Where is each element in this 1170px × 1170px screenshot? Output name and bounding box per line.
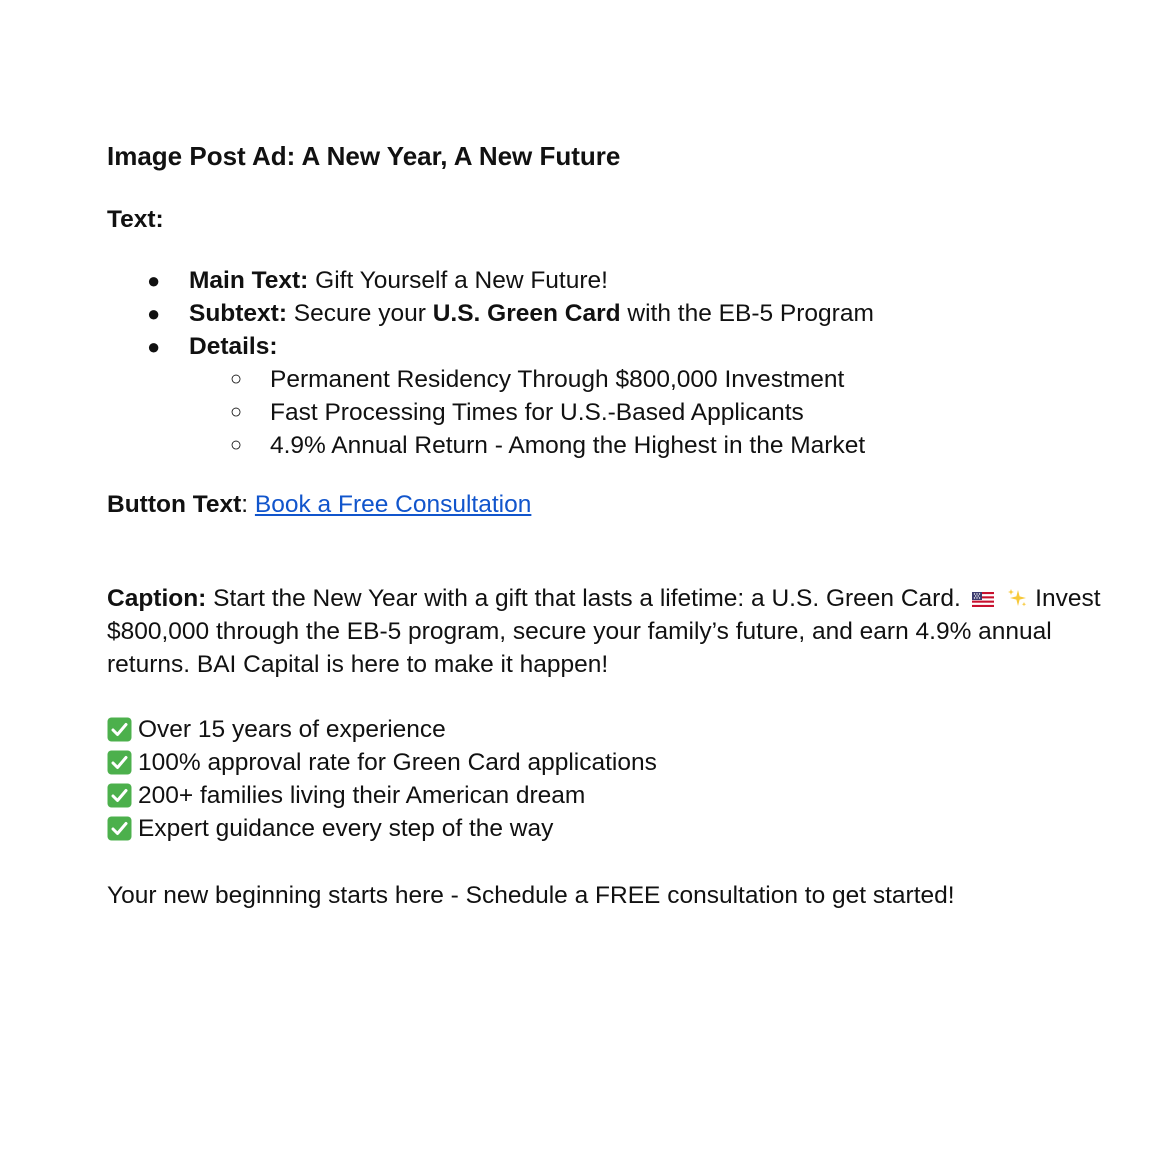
- sub-bullet-ring: ○: [230, 401, 243, 423]
- detail-text: Fast Processing Times for U.S.-Based Applicants: [270, 399, 804, 426]
- check-mark-button-icon: [107, 750, 132, 775]
- sub-bullet-ring: ○: [230, 434, 243, 456]
- check-item: [107, 746, 1147, 779]
- caption-text: Invest: [1028, 585, 1101, 612]
- sub-bullet-ring: ○: [230, 368, 243, 390]
- check-mark-button-icon: [107, 816, 132, 841]
- sub-bullet-detail: [107, 396, 1147, 429]
- button-text-label: Button Text: [107, 491, 242, 518]
- check-item-text: Expert guidance every step of the way: [138, 815, 554, 842]
- bullet-dot: ●: [147, 334, 161, 359]
- check-item-text: 100% approval rate for Green Card applications: [138, 749, 657, 776]
- bullet-value: Secure your: [287, 300, 433, 327]
- check-mark-button-icon: [107, 717, 132, 742]
- detail-text: Permanent Residency Through $800,000 Investment: [270, 366, 845, 393]
- ad-heading: Image Post Ad: A New Year, A New Future: [107, 141, 621, 171]
- caption-text: $800,000 through the EB-5 program, secure your family’s future, and earn 4.9% annual: [107, 618, 1052, 645]
- bullet-subtext: [107, 297, 1147, 330]
- caption-label: Caption:: [107, 585, 207, 612]
- caption-text: Start the New Year with a gift that lasts a lifetime: a U.S. Green Card.: [206, 585, 961, 612]
- checklist: [107, 713, 1147, 845]
- caption-text: returns. BAI Capital is here to make it happen!: [107, 651, 609, 678]
- check-item: [107, 779, 1147, 812]
- bullet-details: [107, 330, 1147, 363]
- check-item-text: 200+ families living their American dream: [138, 782, 586, 809]
- text-section-label: Text:: [107, 206, 164, 233]
- check-mark-button-icon: [107, 783, 132, 808]
- sub-bullet-detail: [107, 429, 1147, 462]
- check-item: [107, 713, 1147, 746]
- bullet-value: Gift Yourself a New Future!: [308, 267, 608, 294]
- text-bullet-list: [107, 264, 1147, 462]
- bullet-dot: ●: [147, 268, 161, 293]
- us-flag-icon: [972, 592, 994, 607]
- bullet-value-bold: U.S. Green Card: [432, 300, 621, 327]
- bullet-dot: ●: [147, 301, 161, 326]
- closing-line: Your new beginning starts here - Schedule a FREE consultation to get started!: [107, 882, 955, 909]
- bullet-label: Main Text:: [189, 267, 309, 294]
- button-text-line: [107, 488, 531, 521]
- bullet-label: Subtext:: [189, 300, 287, 327]
- check-item: [107, 812, 1147, 845]
- bullet-value: with the EB-5 Program: [620, 300, 874, 327]
- book-consultation-link[interactable]: Book a Free Consultation: [254, 491, 532, 518]
- detail-text: 4.9% Annual Return - Among the Highest in the Market: [270, 432, 866, 459]
- sparkles-icon: [1006, 587, 1028, 609]
- bullet-label: Details:: [189, 333, 278, 360]
- button-text-colon: :: [241, 491, 255, 518]
- bullet-main-text: [107, 264, 1147, 297]
- caption-paragraph: [107, 582, 1137, 681]
- sub-bullet-detail: [107, 363, 1147, 396]
- check-item-text: Over 15 years of experience: [138, 716, 446, 743]
